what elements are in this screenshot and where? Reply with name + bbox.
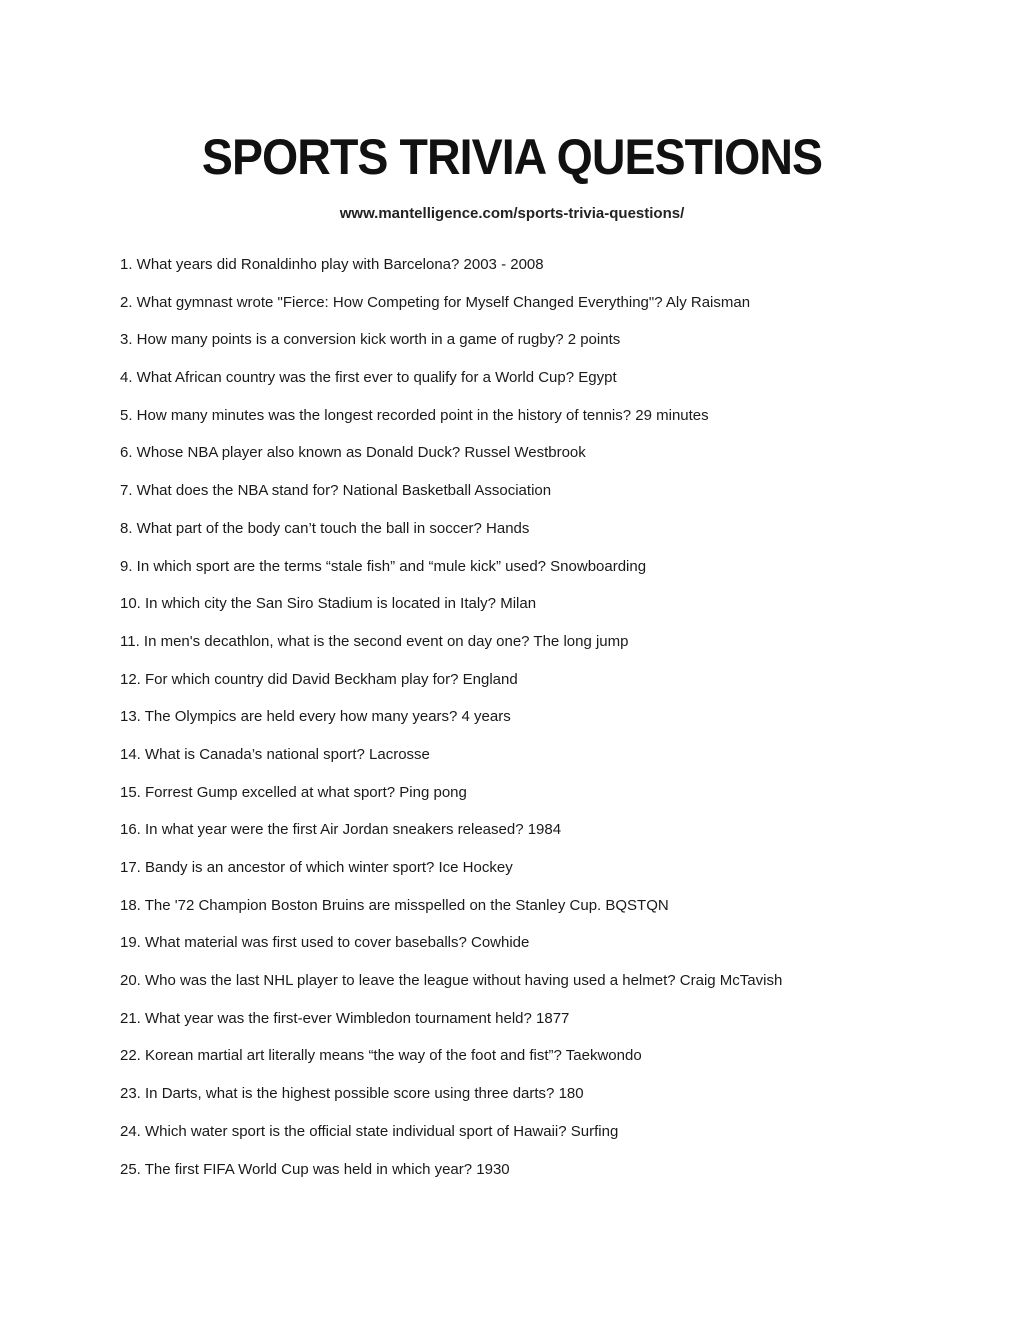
source-url: www.mantelligence.com/sports-trivia-questions/ bbox=[339, 205, 685, 222]
question-item: 12. For which country did David Beckham play for? England bbox=[120, 670, 518, 688]
question-item: 17. Bandy is an ancestor of which winter sport? Ice Hockey bbox=[120, 859, 513, 876]
question-item: 5. How many minutes was the longest recorded point in the history of tennis? 29 minutes bbox=[120, 406, 709, 424]
question-item: 8. What part of the body can’t touch the ball in soccer? Hands bbox=[120, 519, 530, 537]
question-item: 10. In which city the San Siro Stadium is located in Italy? Milan bbox=[120, 595, 537, 613]
question-item: 14. What is Canada’s national sport? Lacrosse bbox=[120, 745, 430, 763]
question-item: 7. What does the NBA stand for? National Basketball Association bbox=[120, 482, 552, 500]
question-item: 21. What year was the first-ever Wimbledon tournament held? 1877 bbox=[120, 1009, 570, 1027]
question-item: 1. What years did Ronaldinho play with Barcelona? 2003 - 2008 bbox=[120, 256, 544, 273]
question-list bbox=[120, 256, 782, 1198]
question-item: 6. Whose NBA player also known as Donald Duck? Russel Westbrook bbox=[120, 444, 586, 462]
question-item: 25. The first FIFA World Cup was held in which year? 1930 bbox=[120, 1160, 510, 1178]
question-item: 4. What African country was the first ever to qualify for a World Cup? Egypt bbox=[120, 369, 617, 387]
question-item: 19. What material was first used to cover baseballs? Cowhide bbox=[120, 934, 530, 952]
question-item: 24. Which water sport is the official state individual sport of Hawaii? Surfing bbox=[120, 1122, 619, 1140]
question-item: 3. How many points is a conversion kick worth in a game of rugby? 2 points bbox=[120, 331, 621, 349]
question-item: 18. The '72 Champion Boston Bruins are misspelled on the Stanley Cup. BQSTQN bbox=[120, 896, 669, 914]
question-item: 22. Korean martial art literally means “the way of the foot and fist”? Taekwondo bbox=[120, 1047, 642, 1065]
question-item: 20. Who was the last NHL player to leave the league without having used a helmet? Craig McTavish bbox=[120, 972, 783, 990]
question-item: 9. In which sport are the terms “stale fish” and “mule kick” used? Snowboarding bbox=[120, 557, 647, 575]
page-title: SPORTS TRIVIA QUESTIONS bbox=[201, 129, 823, 185]
question-item: 2. What gymnast wrote "Fierce: How Competing for Myself Changed Everything"? Aly Raisman bbox=[120, 293, 751, 311]
question-item: 15. Forrest Gump excelled at what sport? Ping pong bbox=[120, 783, 467, 801]
question-item: 16. In what year were the first Air Jordan sneakers released? 1984 bbox=[120, 821, 562, 839]
question-item: 23. In Darts, what is the highest possible score using three darts? 180 bbox=[120, 1085, 584, 1103]
question-item: 11. In men's decathlon, what is the second event on day one? The long jump bbox=[120, 632, 629, 650]
question-item: 13. The Olympics are held every how many years? 4 years bbox=[120, 708, 511, 726]
